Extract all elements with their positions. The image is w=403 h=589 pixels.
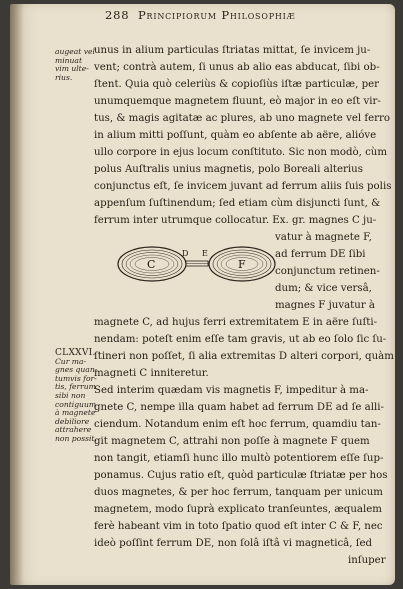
body-line: magnetem, modo ſuprà explicato tranſeuntes, æqualem <box>94 504 382 515</box>
margin-note-line: sibi non <box>55 390 86 400</box>
margin-note-line: à magnete <box>55 408 96 418</box>
body-line: unumquemque magnetem fluunt, eò major in eo eſt vir- <box>94 96 381 107</box>
magnets-figure <box>116 236 276 292</box>
magnet-f <box>209 247 275 281</box>
magnet-c <box>118 247 189 281</box>
body-line: gnete C, nempe illa quam habet ad ferrum DE ad ſe alli- <box>94 402 384 413</box>
body-line: tus, & magis agitatæ ac plures, ab uno magnete vel ferro <box>94 113 391 124</box>
margin-note-line: rius. <box>55 72 73 82</box>
body-line: ponamus. Cujus ratio eſt, quòd particulæ ſtriatæ per hos <box>94 470 388 481</box>
body-line: magnete C, ad hujus ferri extremitatem E in aëre ſuſti- <box>94 317 378 328</box>
body-line: ideò poſſint ferrum DE, non ſolâ iſtâ vi magneticâ, ſed <box>94 538 373 549</box>
body-line: ferrum inter utrumque collocatur. Ex. gr. magnes C ju- <box>94 215 377 226</box>
iron-label-e: E <box>202 249 208 258</box>
page-number: 288 <box>105 8 130 22</box>
body-line: ciendum. Notandum enim eſt hoc ferrum, quamdiu tan- <box>94 419 381 430</box>
margin-note-line: debiliore <box>55 416 90 426</box>
body-line: nendam: poteſt enim eſſe tam gravis, ut ab eo ſolo ſic ſu- <box>94 334 387 345</box>
body-line: Sed interim quædam vis magnetis F, impeditur à ma- <box>94 385 369 396</box>
margin-note-line: augeat vel <box>55 47 95 56</box>
body-line: magneti C inniteretur. <box>94 368 209 379</box>
margin-note-line: contiguum <box>55 399 97 409</box>
running-header <box>105 4 395 24</box>
margin-note-heading: CLXXVI. <box>55 348 96 358</box>
iron-bar <box>182 249 208 266</box>
figure-side-line: dum; & vice versâ, <box>275 283 372 294</box>
margin-note-line: minuat <box>55 55 82 65</box>
magnet-f-label: F <box>238 258 246 271</box>
body-line: duos magnetes, & per hoc ferrum, tanquam per unicum <box>94 487 383 498</box>
margin-note-line: attrahere <box>55 425 92 435</box>
magnet-c-label: C <box>147 258 156 271</box>
figure-side-line: conjunctum retinen- <box>275 266 380 277</box>
body-line: ſtent. Quia quò celeriùs & copioſiùs iſtæ particulæ, per <box>94 79 380 90</box>
figure-side-line: magnes F juvatur à <box>275 300 376 311</box>
figure-side-line: vatur à magnete F, <box>275 232 372 243</box>
figure-side-line: ad ferrum DE ſibi <box>275 249 366 260</box>
body-line: conjunctus eſt, ſe invicem juvant ad ferrum aliis ſuis polis <box>94 181 392 192</box>
margin-note-line: Cur ma- <box>55 356 87 366</box>
body-line: git magnetem C, attrahi non poſſe à magnete F quem <box>94 436 370 447</box>
catchword: inſuper <box>348 555 386 566</box>
body-line: appenſum ſuſtinendum; ſed etiam cùm disjuncti ſunt, & <box>94 198 381 209</box>
body-line: unus in alium particulas ſtriatas mittat, ſe invicem ju- <box>94 45 371 56</box>
body-line: polus Auſtralis unius magnetis, polo Boreali alterius <box>94 164 363 175</box>
body-line: ſtineri non poſſet, ſi alia extremitas D alteri corpori, quàm <box>94 351 394 362</box>
margin-note-line: vim ulte- <box>55 64 89 74</box>
body-line: in alium mitti poſſunt, quàm eo abſente ab aëre, alióve <box>94 130 377 141</box>
margin-note-line: tis, ferrum <box>55 382 96 392</box>
body-line: ullo corpore in ejus locum conſtituto. Sic non modò, cùm <box>94 147 388 158</box>
margin-note-line: tumvis for- <box>55 373 97 383</box>
iron-label-d: D <box>182 249 189 258</box>
running-title: Principiorum Philosophiæ <box>138 8 296 22</box>
body-line: ferè habeant vim in toto ſpatio quod eſt inter C & F, nec <box>94 521 383 532</box>
body-line: non tangit, etiamſi hunc illo multò potentiorem eſſe ſup- <box>94 453 384 464</box>
page-gutter-shadow <box>10 4 24 585</box>
book-page <box>10 4 395 585</box>
margin-note-line: gnes quan- <box>55 365 98 375</box>
margin-note-line: non possit. <box>55 433 97 443</box>
body-line: vent; contrà autem, ſi unus ab alio eas abducat, ſibi ob- <box>94 62 380 73</box>
